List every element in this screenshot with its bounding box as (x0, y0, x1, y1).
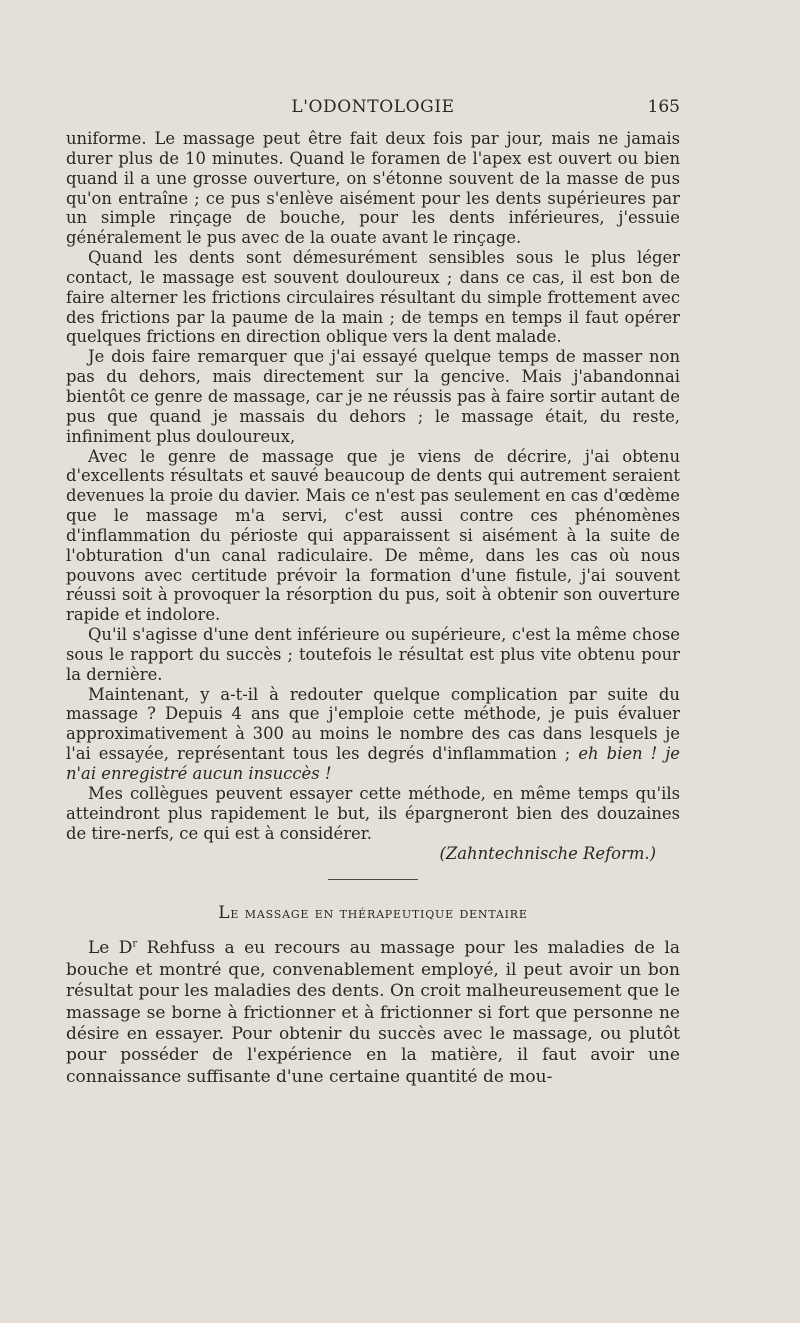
source-citation: (Zahntechnische Reform.) (439, 844, 656, 864)
section-intro-rest: Rehfuss a eu recours au massage pour les maladies de la bouche et montré que, convenablement employé, il peut avoir un bon résultat pour les maladies des dents. On croit malheureusement que le massage se borne à frictionner et à frictionner si fort que personne ne désire en essayer. Pour obtenir du succès avec le massage, ou plutôt pour posséder de l'expérience en la matière, il faut avoir une connaissance suffisante d'une certaine quantité de mou- (66, 938, 680, 1087)
paragraph-6 (66, 685, 680, 784)
paragraph-6-italic: eh bien ! je n'ai enregistré aucun insuccès ! (66, 744, 680, 783)
second-section (66, 938, 680, 1088)
paragraph-3: Je dois faire remarquer que j'ai essayé quelque temps de masser non pas du dehors, mais directement sur la gencive. Mais j'abandonnai bientôt ce genre de massage, car je ne réussis pas à faire sortir autant de pus que quand je massais du dehors ; le massage était, du reste, infiniment plus douloureux, (66, 347, 680, 446)
paragraph-7: Mes collègues peuvent essayer cette méthode, en même temps qu'ils atteindront plus rapidement le but, ils épargneront bien des douzaines de tire-nerfs, ce qui est à considérer. (66, 783, 680, 843)
paragraph-5: Qu'il s'agisse d'une dent inférieure ou supérieure, c'est la même chose sous le rapport du succès ; toutefois le résultat est plus vite obtenu pour la dernière. (66, 625, 680, 684)
article-body (66, 129, 680, 1088)
paragraph-2: Quand les dents sont démesurément sensibles sous le plus léger contact, le massage est souvent douloureux ; dans ce cas, il est bon de faire alterner les frictions circulaires résultant du simple frottement avec des frictions par la paume de la main ; de temps en temps il faut opérer quelques frictions en direction oblique vers la dent malade. (66, 248, 680, 347)
doctor-superscript: r (132, 938, 138, 950)
page-number: 165 (647, 97, 680, 117)
paragraph-6-text: Maintenant, y a-t-il à redouter quelque complication par suite du massage ? Depuis 4 ans que j'emploie cette méthode, je puis évaluer approximativement à 300 au moins le nombre des cas dans lesquels je l'ai essayée, représentant tous les degrés d'inflammation ; (66, 684, 680, 764)
running-header (66, 97, 680, 121)
paragraph-1: uniforme. Le massage peut être fait deux fois par jour, mais ne jamais durer plus de 10 minutes. Quand le foramen de l'apex est ouvert ou bien quand il a une grosse ouverture, on s'étonne souvent de la masse de pus qu'on entraîne ; ce pus s'enlève aisément pour les dents supérieures par un simple rinçage de bouche, pour les dents inférieures, j'essuie généralement le pus avec de la ouate avant le rinçage. (66, 129, 680, 248)
section-heading-initial: L (218, 903, 231, 924)
paragraph-4: Avec le genre de massage que je viens de décrire, j'ai obtenu d'excellents résultats et sauvé beaucoup de dents qui autrement seraient devenues la proie du davier. Mais ce n'est pas seulement en cas d'œdème que le massage m'a servi, c'est aussi contre ces phénomènes d'inflammation du périoste qui apparaissent si aisément à la suite de l'obturation d'un canal radiculaire. De même, dans les cas où nous pouvons avec certitude prévoir la formation d'une fistule, j'ai souvent réussi soit à provoquer la résorption du pus, soit à obtenir son ouverture rapide et indolore. (66, 446, 680, 625)
section-divider (328, 879, 418, 880)
journal-title: L'ODONTOLOGIE (291, 97, 455, 117)
section-heading (66, 903, 680, 923)
section-intro-start: Le D (88, 938, 133, 959)
section-heading-text: e massage en thérapeutique dentaire (230, 904, 528, 923)
section-paragraph-1 (66, 938, 680, 1088)
